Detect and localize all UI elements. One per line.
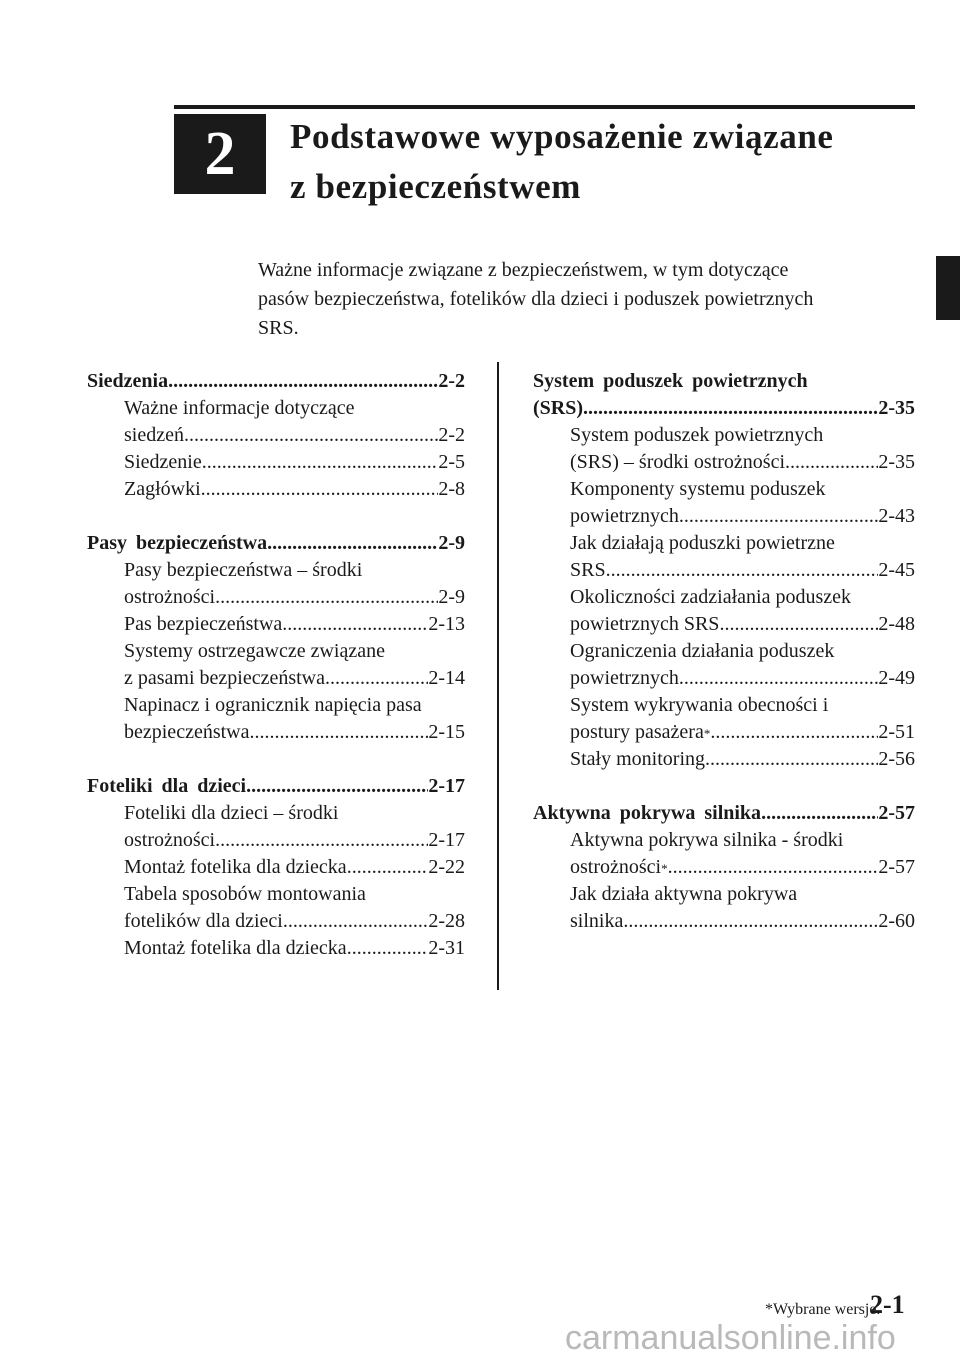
chapter-intro: [258, 256, 918, 343]
page-ref: 2-35: [878, 397, 915, 419]
toc-entry[interactable]: ostrożności * ..... 2-57: [570, 854, 915, 881]
toc-section-heading[interactable]: Aktywna pokrywa silnika ..... 2-57: [533, 800, 915, 827]
toc-entry-first-line[interactable]: Komponenty systemu poduszek: [570, 478, 826, 500]
toc-entry[interactable]: Pas bezpieczeństwa ..... 2-13: [124, 611, 465, 638]
page-ref: 2-9: [438, 586, 465, 608]
toc-entry[interactable]: Montaż fotelika dla dziecka ..... 2-22: [124, 854, 465, 881]
toc-entry[interactable]: Zagłówki ..... 2-8: [124, 476, 465, 503]
toc-entry-first-line[interactable]: System poduszek powietrznych: [570, 424, 824, 446]
page-ref: 2-8: [438, 478, 465, 500]
intro-line-3: SRS.: [258, 317, 299, 339]
toc-entry[interactable]: ostrożności ..... 2-17: [124, 827, 465, 854]
toc-entry-first-line[interactable]: Jak działają poduszki powietrzne: [570, 532, 835, 554]
page-ref: 2-2: [438, 424, 465, 446]
toc-entry[interactable]: bezpieczeństwa ..... 2-15: [124, 719, 465, 746]
chapter-number-box: [174, 114, 266, 194]
toc-entry[interactable]: Siedzenie ..... 2-5: [124, 449, 465, 476]
page-ref: 2-17: [428, 775, 465, 797]
page-ref: 2-51: [878, 721, 915, 743]
toc-entry-first-line[interactable]: Pasy bezpieczeństwa – środki: [124, 559, 363, 581]
toc-entry[interactable]: postury pasażera * ..... 2-51: [570, 719, 915, 746]
toc-entry-first-line[interactable]: System wykrywania obecności i: [570, 694, 829, 716]
toc-section-pasy: [87, 530, 465, 746]
toc-entry[interactable]: silnika ..... 2-60: [570, 908, 915, 935]
page-number: 2-1: [870, 1290, 905, 1319]
page-ref: 2-57: [878, 856, 915, 878]
page-ref: 2-9: [438, 532, 465, 554]
chapter-title-line-1: Podstawowe wyposażenie związane: [290, 117, 834, 156]
page-ref: 2-15: [428, 721, 465, 743]
toc-section-siedzenia: [87, 368, 465, 503]
page-ref: 2-5: [438, 451, 465, 473]
intro-line-1: Ważne informacje związane z bezpieczeństwem, w tym dotyczące: [258, 259, 789, 281]
page-ref: 2-14: [428, 667, 465, 689]
toc-left-column: [87, 368, 465, 989]
footnote: *Wybrane wersje.: [765, 1301, 881, 1318]
page-ref: 2-13: [428, 613, 465, 635]
toc-section-heading[interactable]: Pasy bezpieczeństwa ..... 2-9: [87, 530, 465, 557]
toc-entry-first-line[interactable]: Ważne informacje dotyczące: [124, 397, 355, 419]
page-ref: 2-17: [428, 829, 465, 851]
toc-section-heading[interactable]: (SRS) ..... 2-35: [533, 395, 915, 422]
toc-right-column: [533, 368, 915, 962]
toc-entry-first-line[interactable]: Jak działa aktywna pokrywa: [570, 883, 798, 905]
page-ref: 2-35: [878, 451, 915, 473]
toc-entry[interactable]: (SRS) – środki ostrożności ..... 2-35: [570, 449, 915, 476]
toc-entry-first-line[interactable]: Ograniczenia działania poduszek: [570, 640, 835, 662]
chapter-title-line-2: z bezpieczeństwem: [290, 167, 582, 206]
toc-entry[interactable]: Montaż fotelika dla dziecka ..... 2-31: [124, 935, 465, 962]
toc-section-heading[interactable]: Siedzenia ..... 2-2: [87, 368, 465, 395]
toc-entry-first-line[interactable]: Tabela sposobów montowania: [124, 883, 366, 905]
toc-entry[interactable]: z pasami bezpieczeństwa ..... 2-14: [124, 665, 465, 692]
header-rule: [174, 105, 915, 109]
page-ref: 2-48: [878, 613, 915, 635]
toc-entry[interactable]: powietrznych SRS ..... 2-48: [570, 611, 915, 638]
toc-entry[interactable]: ostrożności ..... 2-9: [124, 584, 465, 611]
toc-section-srs: [533, 368, 915, 773]
toc-entry-first-line[interactable]: Okoliczności zadziałania poduszek: [570, 586, 851, 608]
toc-entry[interactable]: siedzeń ..... 2-2: [124, 422, 465, 449]
page-ref: 2-60: [878, 910, 915, 932]
chapter-edge-tab: [936, 256, 960, 320]
page-ref: 2-45: [878, 559, 915, 581]
intro-line-2: pasów bezpieczeństwa, fotelików dla dzieci i poduszek powietrznych: [258, 288, 814, 310]
page-ref: 2-57: [878, 802, 915, 824]
page-ref: 2-28: [428, 910, 465, 932]
page-ref: 2-49: [878, 667, 915, 689]
toc-section-heading-first-line[interactable]: System poduszek powietrznych: [533, 370, 808, 392]
chapter-number: 2: [204, 120, 236, 188]
toc-section-pokrywa: [533, 800, 915, 935]
page-ref: 2-56: [878, 748, 915, 770]
column-divider: [497, 362, 499, 990]
toc-entry-first-line[interactable]: Napinacz i ogranicznik napięcia pasa: [124, 694, 422, 716]
watermark: carmanualsonline.info: [565, 1319, 896, 1357]
toc-entry[interactable]: powietrznych ..... 2-43: [570, 503, 915, 530]
page-ref: 2-22: [428, 856, 465, 878]
toc-section-foteliki: [87, 773, 465, 962]
chapter-title: [290, 112, 834, 212]
toc-entry-first-line[interactable]: Aktywna pokrywa silnika - środki: [570, 829, 844, 851]
page-ref: 2-31: [428, 937, 465, 959]
toc-entry-first-line[interactable]: Foteliki dla dzieci – środki: [124, 802, 339, 824]
toc-entry[interactable]: SRS ..... 2-45: [570, 557, 915, 584]
toc-section-heading[interactable]: Foteliki dla dzieci ..... 2-17: [87, 773, 465, 800]
toc-entry[interactable]: Stały monitoring ..... 2-56: [570, 746, 915, 773]
toc-entry[interactable]: fotelików dla dzieci ..... 2-28: [124, 908, 465, 935]
page-ref: 2-43: [878, 505, 915, 527]
toc-entry[interactable]: powietrznych ..... 2-49: [570, 665, 915, 692]
toc-entry-first-line[interactable]: Systemy ostrzegawcze związane: [124, 640, 385, 662]
page-ref: 2-2: [438, 370, 465, 392]
